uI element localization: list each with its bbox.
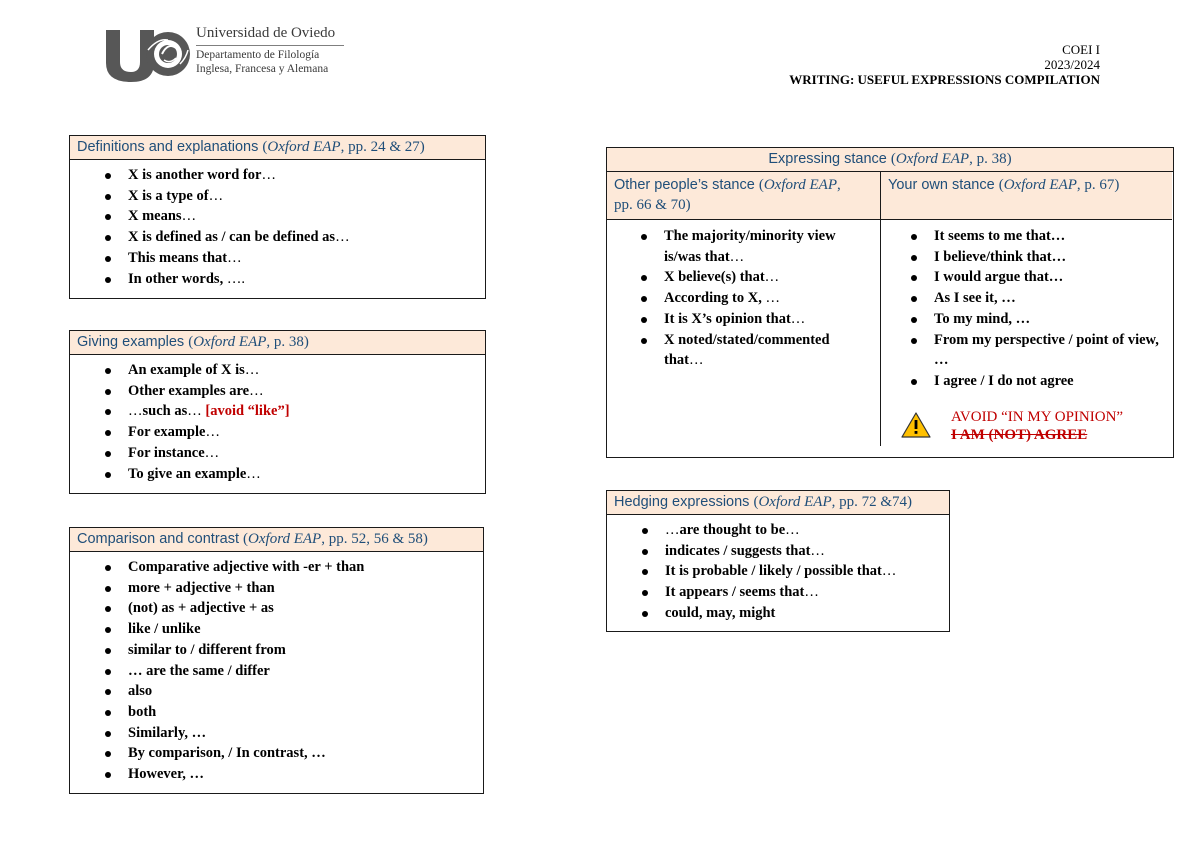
hedging-list	[607, 515, 949, 628]
hedging-heading: Hedging expressions (Oxford EAP, pp. 72 &74)	[607, 491, 949, 515]
list-item: X means…	[128, 206, 475, 227]
list-item: To my mind, …	[934, 309, 1162, 330]
others-stance-list	[607, 220, 880, 375]
comparison-heading: Comparison and contrast (Oxford EAP, pp. 52, 56 & 58)	[70, 528, 483, 552]
list-item: By comparison, / In contrast, …	[128, 743, 473, 764]
warning-line-2: I AM (NOT) AGREE	[951, 426, 1088, 443]
stance-heading: Expressing stance (Oxford EAP, p. 38)	[607, 148, 1173, 172]
list-item: both	[128, 702, 473, 723]
list-item: X is a type of…	[128, 186, 475, 207]
avoid-warning	[881, 406, 1172, 446]
others-stance-column	[607, 172, 880, 446]
list-item: I agree / I do not agree	[934, 371, 1162, 392]
list-item: I believe/think that…	[934, 247, 1162, 268]
list-item: As I see it, …	[934, 288, 1162, 309]
list-item: It appears / seems that…	[665, 582, 939, 603]
stance-columns	[607, 172, 1173, 446]
list-item: more + adjective + than	[128, 578, 473, 599]
list-item: X is defined as / can be defined as…	[128, 227, 475, 248]
list-item: (not) as + adjective + as	[128, 598, 473, 619]
document-title: WRITING: USEFUL EXPRESSIONS COMPILATION	[789, 72, 1100, 87]
own-stance-column	[880, 172, 1172, 446]
list-item: Similarly, …	[128, 723, 473, 744]
own-stance-heading: Your own stance (Oxford EAP, p. 67)	[881, 172, 1172, 220]
list-item: …are thought to be…	[665, 520, 939, 541]
list-item: An example of X is…	[128, 360, 475, 381]
list-item: X believe(s) that…	[664, 267, 870, 288]
list-item: The majority/minority view is/was that…	[664, 226, 870, 267]
list-item: From my perspective / point of view, …	[934, 330, 1162, 371]
list-item: X is another word for…	[128, 165, 475, 186]
definitions-heading: Definitions and explanations (Oxford EAP, pp. 24 & 27)	[70, 136, 485, 160]
examples-heading: Giving examples (Oxford EAP, p. 38)	[70, 331, 485, 355]
examples-table	[69, 330, 486, 494]
warning-line-1: AVOID “IN MY OPINION”	[951, 408, 1124, 425]
list-item: However, …	[128, 764, 473, 785]
list-item: similar to / different from	[128, 640, 473, 661]
university-name-block	[196, 24, 344, 76]
list-item: It is probable / likely / possible that…	[665, 561, 939, 582]
list-item: Comparative adjective with -er + than	[128, 557, 473, 578]
university-name: Universidad de Oviedo	[196, 25, 336, 41]
warning-text	[951, 408, 1123, 444]
list-item: To give an example…	[128, 464, 475, 485]
list-item: For instance…	[128, 443, 475, 464]
list-item: could, may, might	[665, 603, 939, 624]
logo-divider	[196, 45, 344, 46]
examples-list	[70, 355, 485, 488]
others-stance-heading: Other people’s stance (Oxford EAP, pp. 66 & 70)	[607, 172, 880, 220]
department-line-1: Departamento de Filología	[196, 49, 320, 61]
own-stance-list	[881, 220, 1172, 396]
list-item: I would argue that…	[934, 267, 1162, 288]
warning-triangle-icon	[901, 412, 931, 438]
definitions-list	[70, 160, 485, 293]
list-item: In other words, ….	[128, 269, 475, 290]
list-item: This means that…	[128, 248, 475, 269]
comparison-table	[69, 527, 484, 794]
list-item: According to X, …	[664, 288, 870, 309]
course-year: 2023/2024	[1044, 57, 1100, 72]
course-code: COEI I	[1062, 42, 1100, 57]
list-item: like / unlike	[128, 619, 473, 640]
list-item: It seems to me that…	[934, 226, 1162, 247]
list-item: X noted/stated/commented that…	[664, 330, 870, 371]
list-item: For example…	[128, 422, 475, 443]
list-item: also	[128, 681, 473, 702]
list-item: … are the same / differ	[128, 661, 473, 682]
stance-table	[606, 147, 1174, 458]
definitions-table	[69, 135, 486, 299]
list-item: It is X’s opinion that…	[664, 309, 870, 330]
list-item: …such as… [avoid “like”]	[128, 401, 475, 422]
list-item: Other examples are…	[128, 381, 475, 402]
course-header	[789, 42, 1100, 87]
hedging-table	[606, 490, 950, 632]
department-line-2: Inglesa, Francesa y Alemana	[196, 62, 329, 75]
comparison-list	[70, 552, 483, 789]
list-item: indicates / suggests that…	[665, 541, 939, 562]
